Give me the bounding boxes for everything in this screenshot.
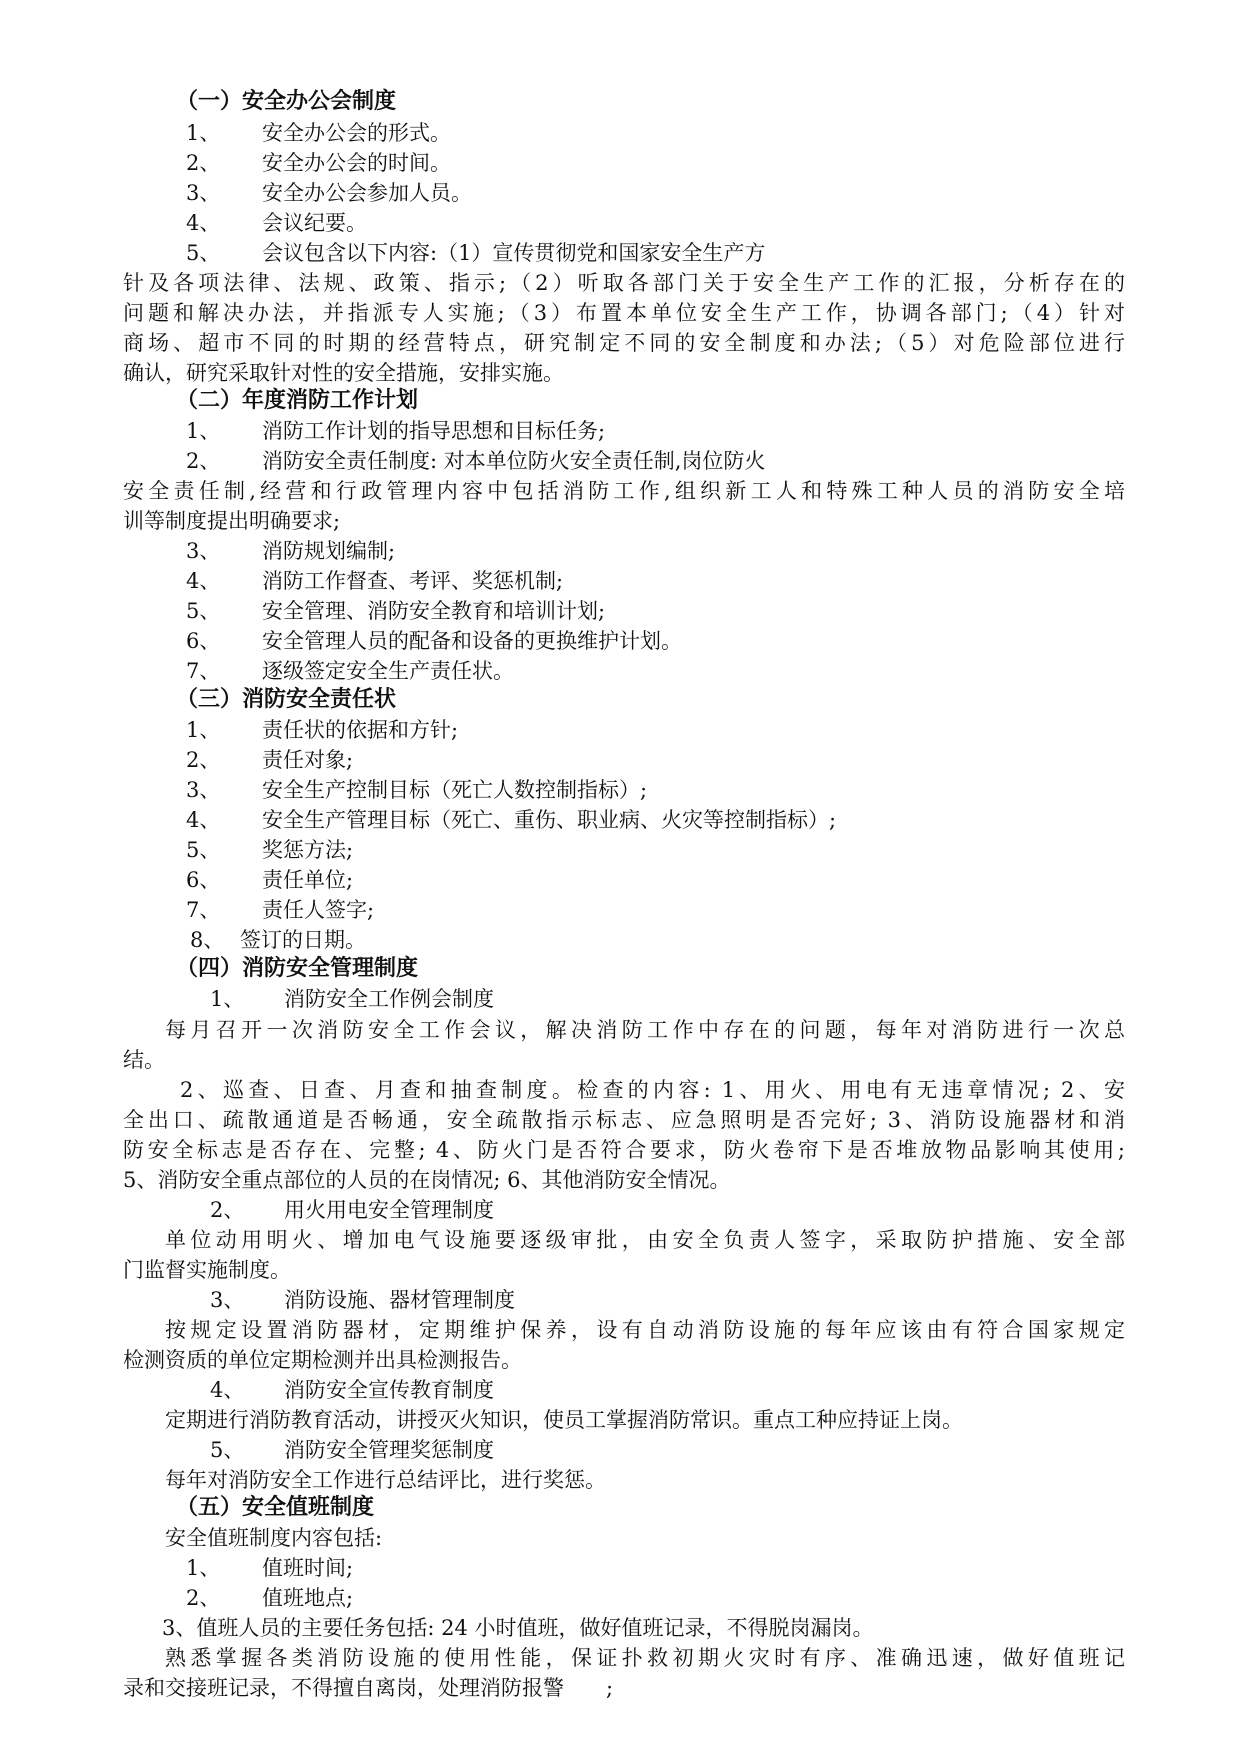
list-item: 3、 消防规划编制; <box>186 539 396 563</box>
paragraph-line: 门监督实施制度。 <box>123 1258 291 1282</box>
subsection-heading: 5、 消防安全管理奖惩制度 <box>210 1438 494 1462</box>
paragraph-line: 问题和解决办法，并指派专人实施;（3）布置本单位安全生产工作，协调各部门;（4）针对 <box>123 301 1125 325</box>
list-item: 4、 消防工作督查、考评、奖惩机制; <box>186 569 564 593</box>
paragraph-line: 熟悉掌握各类消防设施的使用性能，保证扑救初期火灾时有序、准确迅速，做好值班记 <box>165 1646 1125 1670</box>
list-item: 2、 消防安全责任制度: 对本单位防火安全责任制,岗位防火 <box>186 449 766 473</box>
paragraph-line: 结。 <box>123 1048 165 1072</box>
section-heading: （一）安全办公会制度 <box>176 89 397 114</box>
paragraph-line: 安全责任制,经营和行政管理内容中包括消防工作,组织新工人和特殊工种人员的消防安全培 <box>123 479 1125 503</box>
paragraph-line: 每月召开一次消防安全工作会议，解决消防工作中存在的问题，每年对消防进行一次总 <box>165 1018 1125 1042</box>
paragraph-line: 防安全标志是否存在、完整; 4、防火门是否符合要求，防火卷帘下是否堆放物品影响其使用; <box>123 1138 1125 1162</box>
subsection-heading: 1、 消防安全工作例会制度 <box>210 987 494 1011</box>
list-item: 6、 安全管理人员的配备和设备的更换维护计划。 <box>186 629 682 653</box>
list-item: 7、 责任人签字; <box>186 898 375 922</box>
paragraph-line: 商场、超市不同的时期的经营特点，研究制定不同的安全制度和办法;（5）对危险部位进行 <box>123 331 1125 355</box>
section-heading: （三）消防安全责任状 <box>176 687 397 712</box>
paragraph-line: 检测资质的单位定期检测并出具检测报告。 <box>123 1348 522 1372</box>
paragraph-line: 5、消防安全重点部位的人员的在岗情况; 6、其他消防安全情况。 <box>123 1168 731 1192</box>
section-heading: （四）消防安全管理制度 <box>176 956 419 981</box>
paragraph-line: 每年对消防安全工作进行总结评比，进行奖惩。 <box>165 1468 606 1492</box>
paragraph-line: 2、巡查、日查、月查和抽查制度。检查的内容: 1、用火、用电有无违章情况; 2、安 <box>180 1078 1125 1102</box>
paragraph-line: 3、值班人员的主要任务包括: 24 小时值班，做好值班记录，不得脱岗漏岗。 <box>162 1616 874 1640</box>
list-item: 5、 会议包含以下内容:（1）宣传贯彻党和国家安全生产方 <box>186 241 766 265</box>
paragraph-line: 定期进行消防教育活动，讲授灭火知识，使员工掌握消防常识。重点工种应持证上岗。 <box>165 1408 963 1432</box>
list-item: 1、 责任状的依据和方针; <box>186 718 459 742</box>
section-heading: （二）年度消防工作计划 <box>176 388 419 413</box>
list-item: 2、 安全办公会的时间。 <box>186 151 451 175</box>
subsection-heading: 4、 消防安全宣传教育制度 <box>210 1378 494 1402</box>
list-item: 5、 安全管理、消防安全教育和培训计划; <box>186 599 606 623</box>
paragraph-line: 单位动用明火、增加电气设施要逐级审批，由安全负责人签字，采取防护措施、安全部 <box>165 1228 1125 1252</box>
paragraph-line: 按规定设置消防器材，定期维护保养，设有自动消防设施的每年应该由有符合国家规定 <box>165 1318 1125 1342</box>
list-item: 3、 安全生产控制目标（死亡人数控制指标）; <box>186 778 648 802</box>
paragraph-line: 确认，研究采取针对性的安全措施，安排实施。 <box>123 361 564 385</box>
list-item: 1、 安全办公会的形式。 <box>186 121 451 145</box>
list-item: 1、 值班时间; <box>186 1556 354 1580</box>
list-item: 4、 会议纪要。 <box>186 211 367 235</box>
paragraph-line: 全出口、疏散通道是否畅通，安全疏散指示标志、应急照明是否完好; 3、消防设施器材和消 <box>123 1108 1125 1132</box>
section-heading: （五）安全值班制度 <box>176 1495 375 1520</box>
list-item: 2、 值班地点; <box>186 1586 354 1610</box>
paragraph-line: 针及各项法律、法规、政策、指示;（2）听取各部门关于安全生产工作的汇报，分析存在的 <box>123 271 1125 295</box>
list-item: 2、 责任对象; <box>186 748 354 772</box>
list-item: 1、 消防工作计划的指导思想和目标任务; <box>186 419 606 443</box>
paragraph-line: 训等制度提出明确要求; <box>123 509 341 533</box>
paragraph-line: 录和交接班记录，不得擅自离岗，处理消防报警 ; <box>123 1676 614 1700</box>
list-item: 6、 责任单位; <box>186 868 354 892</box>
paragraph-line: 安全值班制度内容包括: <box>165 1526 383 1550</box>
list-item: 4、 安全生产管理目标（死亡、重伤、职业病、火灾等控制指标）; <box>186 808 837 832</box>
list-item: 7、 逐级签定安全生产责任状。 <box>186 659 514 683</box>
subsection-heading: 3、 消防设施、器材管理制度 <box>210 1288 515 1312</box>
subsection-heading: 2、 用火用电安全管理制度 <box>210 1198 494 1222</box>
list-item: 8、 签订的日期。 <box>190 928 366 952</box>
list-item: 5、 奖惩方法; <box>186 838 354 862</box>
list-item: 3、 安全办公会参加人员。 <box>186 181 472 205</box>
